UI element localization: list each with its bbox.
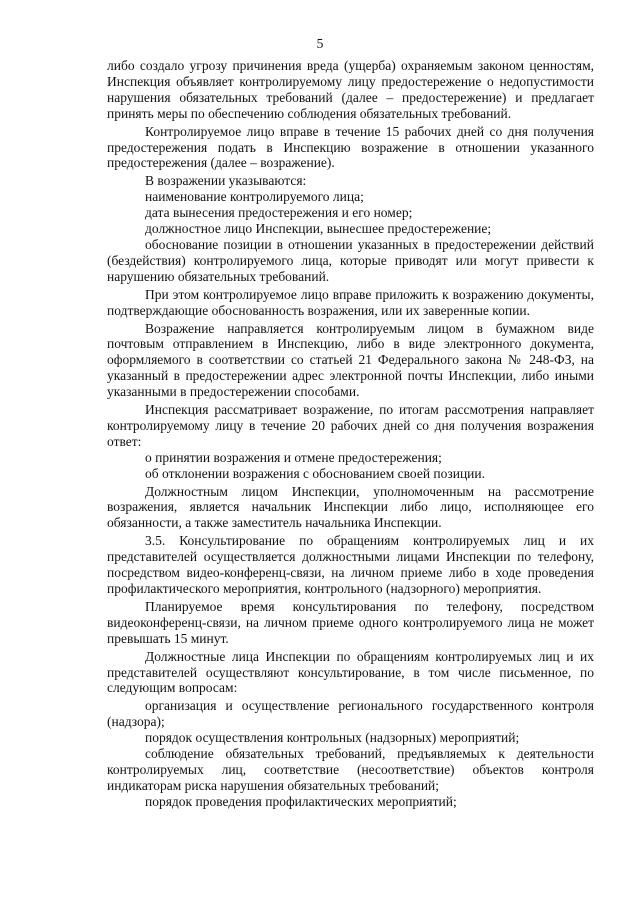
list-item: организация и осуществление регионального государственного контроля (надзора);	[107, 698, 594, 730]
list-item: дата вынесения предостережения и его номер;	[145, 205, 413, 221]
list-item: об отклонении возражения с обоснованием своей позиции.	[145, 465, 486, 481]
paragraph-consultation-time: Планируемое время консультирования по телефону, посредством видеоконференц-связи, на личном приеме одного контролируемого лица не может превышать 15 минут.	[107, 598, 594, 646]
paragraph-responsible-official: Должностным лицом Инспекции, уполномоченным на рассмотрение возражения, является начальник Инспекции либо лицо, исполняющее его обязанности, а также заместитель начальника Инспекции.	[107, 483, 594, 531]
paragraph-continuation: либо создало угрозу причинения вреда (ущерба) охраняемым законом ценностям, Инспекция объявляет контролируемому лицу предостережение о недопустимости нарушения обязательных требований (далее – предостережение) и предлагает принять меры по обеспечению соблюдения обязательных требований.	[107, 58, 594, 121]
paragraph-objection-contents: В возражении указываются:	[145, 173, 307, 189]
paragraph-attachments: При этом контролируемое лицо вправе приложить к возражению документы, подтверждающие обоснованность возражения, или их заверенные копии.	[107, 286, 594, 318]
list-item: о принятии возражения и отмене предостережения;	[145, 449, 442, 465]
list-item: должностное лицо Инспекции, вынесшее предостережение;	[145, 221, 492, 237]
list-item: порядок осуществления контрольных (надзорных) мероприятий;	[145, 730, 520, 746]
list-item: порядок проведения профилактических мероприятий;	[145, 793, 457, 809]
paragraph-objection-delivery: Возражение направляется контролируемым лицом в бумажном виде почтовым отправлением в Инспекцию, либо в виде электронного документа, оформляемого в соответствии со статьей 21 Федерального закона № 248-ФЗ, на указанный в предостережении адрес электронной почты Инспекции, либо иными указанными в предостережении способами.	[107, 320, 594, 400]
paragraph-consultation-section: 3.5. Консультирование по обращениям контролируемых лиц и их представителей осуществляется должностными лицами Инспекции по телефону, посредством видео-конференц-связи, на личном приеме либо в ходе проведения профилактического мероприятия, контрольного (надзорного) мероприятия.	[107, 533, 594, 596]
paragraph-objection-review: Инспекция рассматривает возражение, по итогам рассмотрения направляет контролируемому лицу в течение 20 рабочих дней со дня получения возражения ответ:	[107, 402, 594, 449]
page-number: 5	[316, 36, 324, 51]
list-item: обоснование позиции в отношении указанных в предостережении действий (бездействия) контролируемого лица, которые приводят или могут привести к нарушению обязательных требований.	[107, 236, 594, 284]
list-item: наименование контролируемого лица;	[145, 189, 364, 205]
paragraph-objection-deadline: Контролируемое лицо вправе в течение 15 рабочих дней со дня получения предостережения подать в Инспекцию возражение в отношении указанного предостережения (далее – возражение).	[107, 123, 594, 171]
list-item: соблюдение обязательных требований, предъявляемых к деятельности контролируемых лиц, соответствие (несоответствие) объектов контроля индикаторам риска нарушения обязательных требований;	[107, 746, 594, 793]
paragraph-consultation-topics: Должностные лица Инспекции по обращениям контролируемых лиц и их представителей осуществляют консультирование, в том числе письменное, по следующим вопросам:	[107, 648, 594, 696]
document-body	[107, 58, 594, 810]
